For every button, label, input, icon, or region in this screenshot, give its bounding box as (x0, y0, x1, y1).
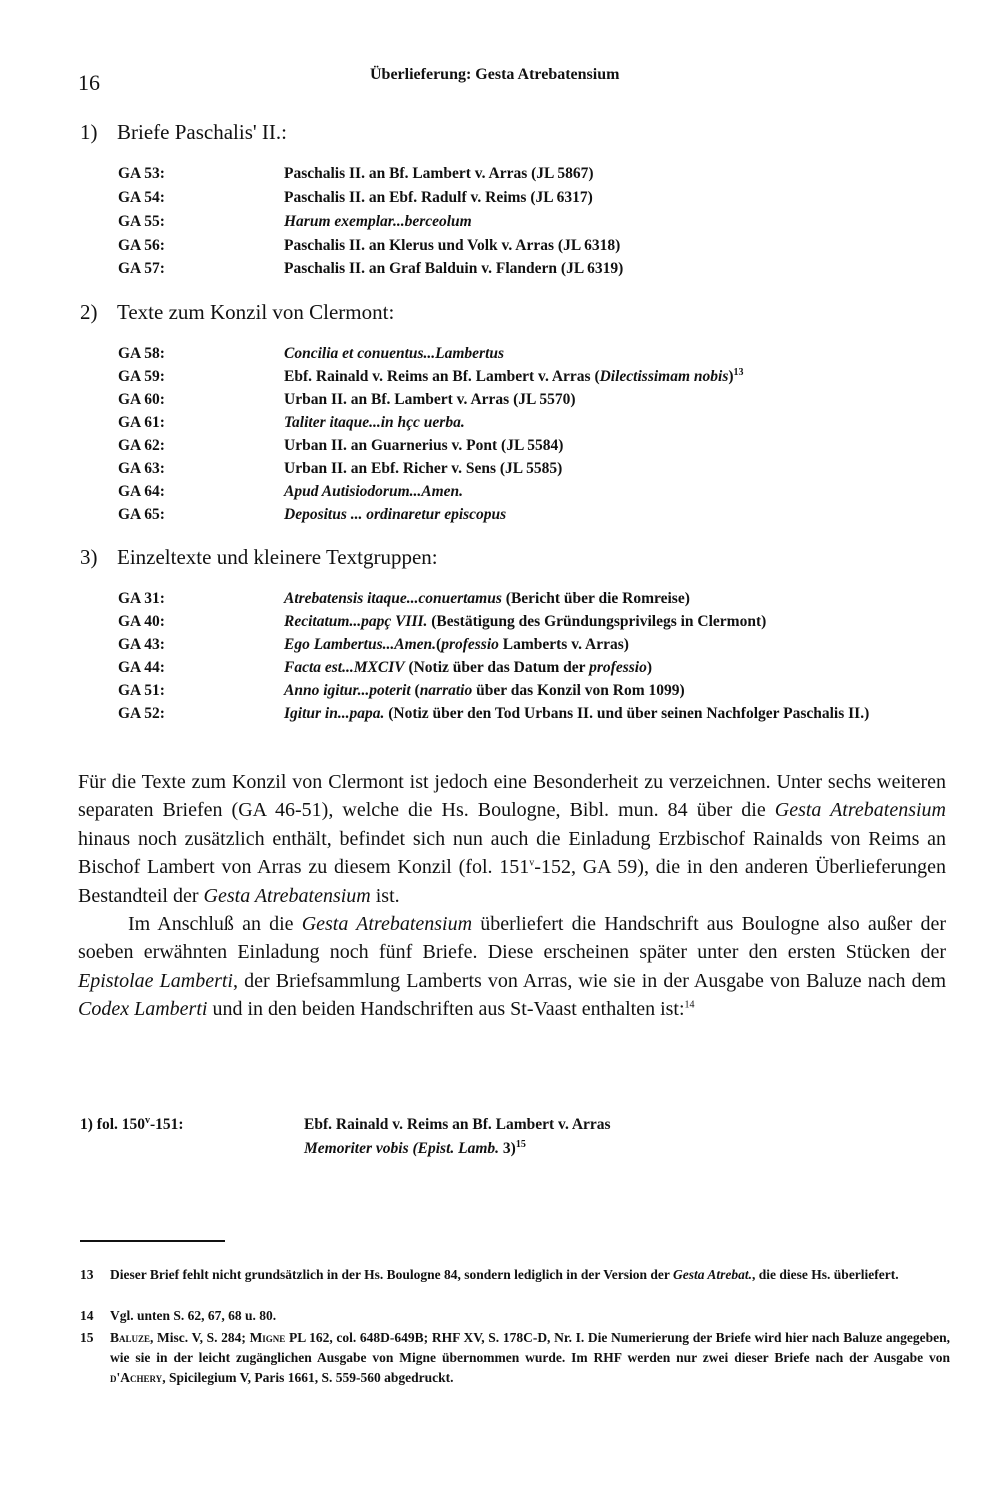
title-ref: Codex Lamberti (78, 998, 208, 1021)
text-run: -152, GA 59), die in den anderen Überlieferungen Bestandteil der (78, 856, 946, 907)
item-note: (Bericht über die Romreise) (501, 590, 690, 607)
text-run: überliefert die Handschrift aus Boulogne also außer der soeben erwähnten Einladung noch fünf Briefe. Diese erscheinen später unter den ersten Stücken der (78, 913, 946, 964)
ga-number: GA 51: (118, 682, 165, 699)
author-name: d'Achery (110, 1370, 163, 1385)
author-name: Migne (249, 1330, 286, 1345)
text-run: Im Anschluß an die (128, 913, 302, 936)
ga-number: GA 65: (118, 506, 165, 523)
item-text-part: ) (728, 368, 734, 385)
incipit: Recitatum...papç VIII. (284, 613, 428, 630)
reference-label (80, 1113, 300, 1137)
item-note: (Bestätigung des Gründungsprivilegs in Clermont) (427, 613, 767, 630)
ga-number: GA 31: (118, 590, 165, 607)
footnote-ref[interactable]: 15 (515, 1138, 526, 1150)
ga-number: GA 52: (118, 705, 165, 722)
item-text: Taliter itaque...in hçc uerba. (284, 414, 465, 431)
item-term: narratio (419, 682, 473, 699)
footnote-text (110, 1328, 950, 1388)
item-text: Paschalis II. an Bf. Lambert v. Arras (JL 5867) (284, 165, 594, 182)
text-run: 1) fol. 150 (80, 1116, 146, 1133)
text-run: , Spicilegium V, Paris 1661, S. 559-560 abgedruckt. (162, 1370, 454, 1385)
paragraph (78, 910, 946, 1024)
superscript: v (529, 857, 535, 869)
section-heading-3 (80, 545, 438, 570)
item-note: ) (646, 659, 653, 676)
text-run: , die diese Hs. überliefert. (752, 1267, 899, 1282)
item-text: Paschalis II. an Klerus und Volk v. Arras (JL 6318) (284, 237, 621, 254)
title-ref: Epistolae Lamberti (78, 969, 233, 992)
ga-number: GA 44: (118, 659, 165, 676)
footnote-text: Vgl. unten S. 62, 67, 68 u. 80. (110, 1308, 277, 1323)
footnote-15 (80, 1328, 950, 1388)
item-text (284, 679, 904, 702)
ga-number: GA 61: (118, 414, 165, 431)
footnote-number: 14 (80, 1308, 94, 1323)
reference-text: Ebf. Rainald v. Reims an Bf. Lambert v. Arras (304, 1116, 611, 1133)
text-run: -151: (150, 1116, 184, 1133)
item-text: Concilia et conuentus...Lambertus (284, 345, 505, 362)
footnote-text (110, 1265, 950, 1285)
item-note: (Notiz über das Datum der (404, 659, 590, 676)
text-run: 3) (499, 1140, 516, 1157)
item-text: Paschalis II. an Ebf. Radulf v. Reims (JL 6317) (284, 189, 593, 206)
incipit: Facta est...MXCIV (284, 659, 405, 676)
section-heading-2 (80, 300, 394, 325)
incipit: Anno igitur...poterit (284, 682, 411, 699)
section-title: Briefe Paschalis' II.: (117, 120, 287, 144)
item-text (284, 656, 904, 679)
footnote-14 (80, 1306, 950, 1326)
footnote-divider (80, 1240, 225, 1242)
item-text (284, 610, 904, 633)
title-ref: Gesta Atrebatensium (774, 799, 946, 822)
item-text: Urban II. an Guarnerius v. Pont (JL 5584) (284, 437, 564, 454)
page-number: 16 (78, 70, 100, 95)
superscript: v (145, 1114, 151, 1126)
item-text (284, 633, 904, 656)
item-text: Paschalis II. an Graf Balduin v. Flandern (JL 6319) (284, 260, 624, 277)
footnote-number: 15 (80, 1330, 94, 1345)
ga-number: GA 57: (118, 260, 165, 277)
title-ref: Gesta Atrebat. (673, 1267, 753, 1282)
text-run: hinaus noch zusätzlich enthält, befindet sich nun auch die Einladung Erzbischof Rainalds von Reims an Bischof Lambert von Arras zu diesem Konzil (fol. 151 (78, 827, 946, 879)
item-text: Harum exemplar...berceolum (284, 213, 472, 230)
text-run: , Misc. V, S. 284; (150, 1330, 250, 1345)
ga-number: GA 59: (118, 368, 165, 385)
item-text (284, 365, 904, 388)
ga-number: GA 43: (118, 636, 165, 653)
item-note: ( (436, 636, 442, 653)
title-ref: Gesta Atrebatensium (203, 884, 371, 907)
text-run: und in den beiden Handschriften aus St-Vaast enthalten ist: (207, 998, 685, 1021)
body-text (78, 768, 946, 1024)
reference-text (304, 1137, 804, 1161)
section-number: 2) (80, 300, 98, 324)
item-text: Urban II. an Bf. Lambert v. Arras (JL 5570) (284, 391, 576, 408)
ga-number: GA 54: (118, 189, 165, 206)
ga-number: GA 62: (118, 437, 165, 454)
item-text-part: Ebf. Rainald v. Reims an Bf. Lambert v. Arras ( (284, 368, 600, 385)
ga-number: GA 55: (118, 213, 165, 230)
incipit: Ego Lambertus...Amen. (284, 636, 437, 653)
ga-number: GA 58: (118, 345, 165, 362)
title-ref: Gesta Atrebatensium (301, 913, 473, 936)
footnote-ref[interactable]: 13 (733, 366, 744, 378)
ga-number: GA 60: (118, 391, 165, 408)
text-run: PL 162, col. 648D-649B; RHF XV, S. 178C-D, Nr. I. Die Numerierung der Briefe wird hier nach Baluze angegeben, wie sie in der leicht zugänglichen Ausgabe von Migne übernommen wurde. Im RHF werden nur zwei dieser Briefe nach der Ausgabe von (110, 1330, 950, 1365)
item-term: professio (441, 636, 499, 653)
text-run: , der Briefsammlung Lamberts von Arras, wie sie in der Ausgabe von Baluze nach dem (233, 969, 947, 992)
item-text: Urban II. an Ebf. Richer v. Sens (JL 5585) (284, 460, 563, 477)
footnote-number: 13 (80, 1267, 94, 1282)
section-number: 3) (80, 545, 98, 569)
text-run: ist. (370, 884, 400, 907)
item-note: (Notiz über den Tod Urbans II. und über seinen Nachfolger Paschalis II.) (384, 705, 870, 722)
running-head: Überlieferung: Gesta Atrebatensium (370, 66, 620, 83)
item-note: ( (410, 682, 420, 699)
incipit: Memoriter vobis (Epist. Lamb. (304, 1140, 500, 1157)
ga-number: GA 63: (118, 460, 165, 477)
text-run: Für die Texte zum Konzil von Clermont ist jedoch eine Besonderheit zu verzeichnen. Unter sechs weiteren separaten Briefen (GA 46-51), welche die Hs. Boulogne, Bibl. mun. 84 über die (78, 771, 946, 822)
section-number: 1) (80, 120, 98, 144)
text-run: Dieser Brief fehlt nicht grundsätzlich in der Hs. Boulogne 84, sondern lediglich in der Version der (110, 1267, 674, 1282)
item-note: Lamberts v. Arras) (498, 636, 629, 653)
item-term: professio (589, 659, 647, 676)
ga-number: GA 53: (118, 165, 165, 182)
paragraph (78, 768, 946, 910)
incipit: Igitur in...papa. (284, 705, 385, 722)
ga-number: GA 64: (118, 483, 165, 500)
footnote-ref[interactable]: 14 (684, 999, 695, 1011)
section-heading-1 (80, 120, 287, 145)
section-title: Texte zum Konzil von Clermont: (117, 300, 395, 324)
author-name: Baluze (110, 1330, 151, 1345)
item-text (284, 702, 894, 725)
incipit: Dilectissimam nobis (599, 368, 729, 385)
section-title: Einzeltexte und kleinere Textgruppen: (117, 545, 438, 569)
item-text (284, 587, 904, 610)
item-text: Apud Autisiodorum...Amen. (284, 483, 464, 500)
item-text: Depositus ... ordinaretur episcopus (284, 506, 507, 523)
incipit: Atrebatensis itaque...conuertamus (284, 590, 502, 607)
item-note: über das Konzil von Rom 1099) (472, 682, 685, 699)
ga-number: GA 40: (118, 613, 165, 630)
ga-number: GA 56: (118, 237, 165, 254)
footnote-13 (80, 1265, 950, 1285)
